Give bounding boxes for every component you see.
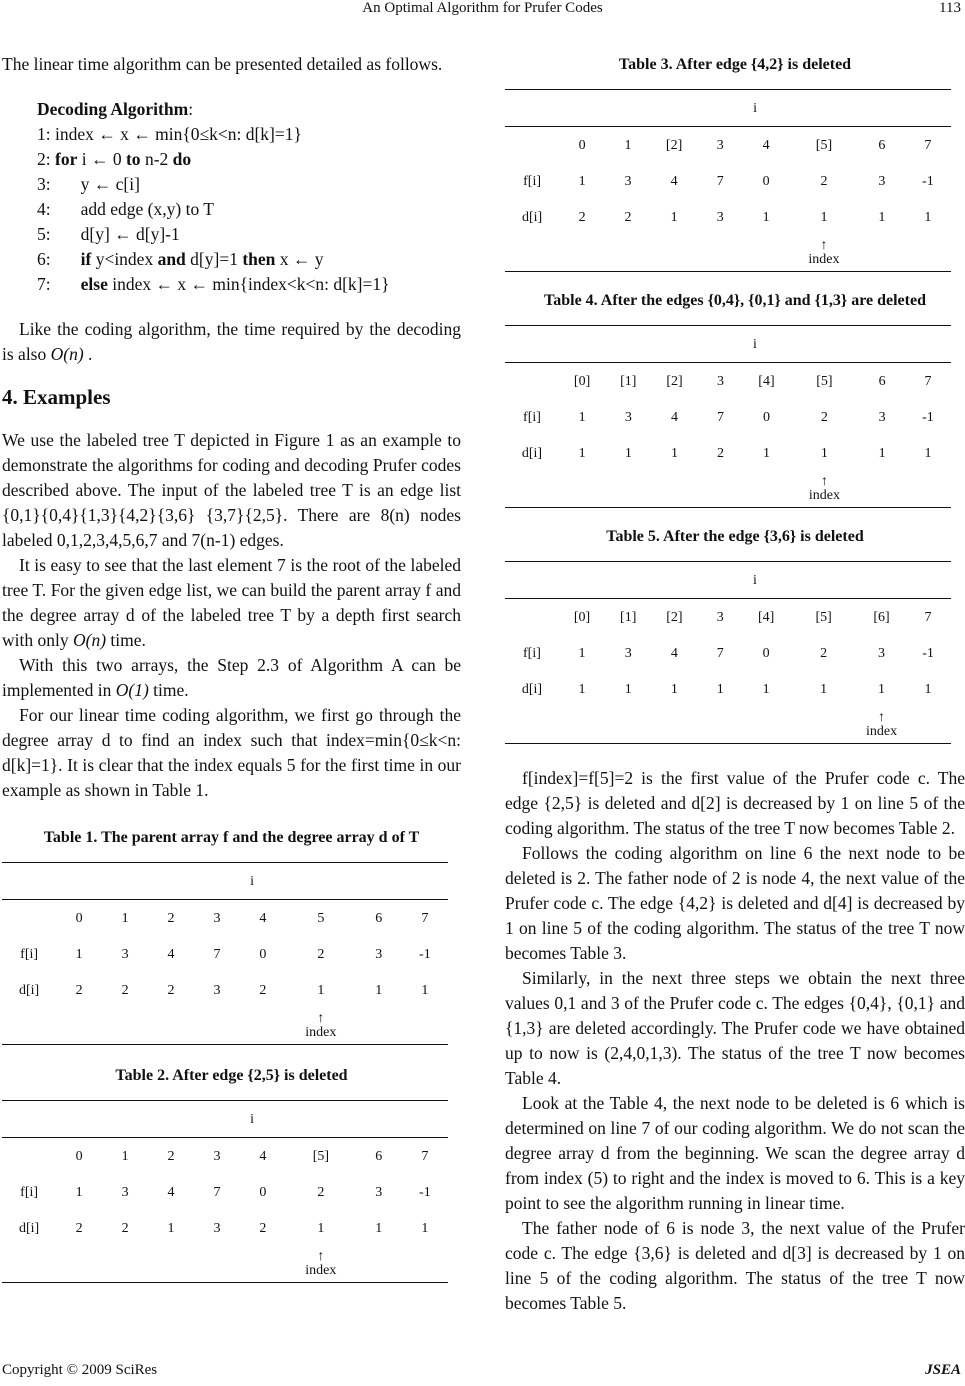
d-cell: 2: [259, 982, 267, 998]
f-cell: 0: [259, 946, 267, 962]
f-cell: 7: [716, 645, 724, 661]
index-label: index: [305, 1025, 337, 1040]
right-paragraph-5: The father node of 6 is node 3, the next value of the Prufer code c. The edge {3,6} is deleted and d[3] is decreased by 1 on line 5 of the coding algorithm. The status of the tree T now becomes Table 5.: [505, 1218, 965, 1313]
index-cell: 6: [375, 1148, 383, 1164]
index-cell: 7: [421, 1148, 429, 1164]
f-cell: 2: [820, 645, 828, 661]
right-paragraph-1: f[index]=f[5]=2 is the first value of the Prufer code c. The edge {2,5} is deleted and d[2] is decreased by 1 on line 5 of the coding algorithm. The status of the tree T now becomes Table 2.: [505, 768, 965, 838]
index-cell: 1: [624, 137, 632, 153]
d-cell: 1: [878, 445, 886, 461]
index-label: index: [305, 1263, 337, 1278]
algo-line-3: 3: y ← c[i]: [37, 174, 140, 194]
f-cell: 0: [259, 1184, 267, 1200]
right-paragraph-3: Similarly, in the next three steps we obtain the next three values 0,1 and 3 of the Prufer code c. The edges {0,4}, {0,1} and {1,3} are deleted accordingly. The Prufer code we have obtained up to now is (2,4,0,1,3). The status of the tree T now becomes Table 4.: [505, 968, 965, 1088]
table-2: [2, 1063, 461, 1283]
index-cell: 3: [716, 137, 724, 153]
d-cell: 1: [317, 982, 325, 998]
f-cell: -1: [922, 173, 934, 189]
index-cell: [5]: [816, 373, 833, 389]
index-cell: [5]: [815, 137, 833, 153]
f-row-label: f[i]: [523, 645, 541, 661]
d-cell: 2: [578, 209, 586, 225]
d-cell: 3: [213, 1220, 221, 1236]
coding-paragraph: For our linear time coding algorithm, we first go through the degree array d to find an index such that index=min{0≤k<n: d[k]=1}. It is clear that the index equals 5 for the first time in our example as shown in Table 1.: [2, 705, 461, 800]
index-cell: [4]: [758, 373, 775, 389]
f-row-label: f[i]: [20, 1184, 39, 1200]
index-label: index: [865, 724, 898, 739]
index-cell: 7: [924, 137, 932, 153]
running-title: An Optimal Algorithm for Prufer Codes: [362, 0, 603, 16]
examples-paragraph: We use the labeled tree T depicted in Figure 1 as an example to demonstrate the algorithms for coding and decoding Prufer codes described above. The input of the labeled tree T is an edge list {0,1}{0,4}{1,3}{4,2}{3,6} {3,7}{2,5}. There are 8(n) nodes labeled 0,1,2,3,4,5,6,7 and 7(n-1) edges.: [2, 430, 461, 550]
journal-abbrev: JSEA: [925, 1362, 961, 1378]
d-row-label: d[i]: [18, 1220, 40, 1236]
index-pointer: [286, 1246, 356, 1283]
d-cell: 1: [421, 1220, 429, 1236]
index-cell: 1: [121, 1148, 129, 1164]
f-cell: -1: [419, 946, 431, 962]
d-row-label: d[i]: [521, 445, 543, 461]
f-cell: 3: [375, 1184, 383, 1200]
index-pointer: [286, 1008, 356, 1045]
d-cell: 1: [762, 681, 770, 697]
d-cell: 1: [670, 209, 678, 225]
index-cell: [2]: [666, 373, 683, 389]
algo-line-2: 2: for i ← 0 to n-2 do: [37, 149, 192, 169]
f-cell: 2: [820, 173, 828, 189]
i-header: i: [559, 562, 951, 599]
d-cell: 1: [820, 209, 828, 225]
d-cell: 2: [121, 1220, 129, 1236]
index-cell: 7: [924, 609, 932, 625]
index-cell: 0: [75, 1148, 83, 1164]
complexity-paragraph: Like the coding algorithm, the time required by the decoding is also O(n) .: [2, 319, 461, 364]
algo-line-5: 5: d[y] ← d[y]-1: [37, 224, 180, 244]
index-cell: 0: [578, 137, 586, 153]
f-cell: 3: [624, 173, 632, 189]
i-header: i: [559, 90, 951, 127]
index-cell: 0: [75, 910, 83, 926]
d-cell: 3: [213, 982, 221, 998]
d-cell: 1: [878, 209, 886, 225]
f-cell: 2: [317, 1184, 325, 1200]
data-table: [2, 1100, 448, 1283]
section-heading: 4. Examples: [2, 385, 111, 409]
table-1: [2, 825, 461, 1045]
f-cell: 0: [762, 173, 770, 189]
d-cell: 1: [421, 982, 429, 998]
index-cell: 3: [716, 609, 724, 625]
f-row-label: f[i]: [523, 173, 542, 189]
index-cell: 3: [716, 373, 724, 389]
d-cell: 1: [820, 681, 828, 697]
d-cell: 3: [716, 209, 724, 225]
f-cell: 2: [317, 946, 325, 962]
f-cell: 3: [121, 1184, 129, 1200]
index-cell: 4: [259, 1148, 267, 1164]
f-cell: 1: [75, 946, 83, 962]
index-cell: 2: [167, 910, 175, 926]
f-cell: 1: [578, 409, 586, 425]
index-label: index: [808, 488, 840, 503]
f-cell: 3: [878, 173, 886, 189]
f-row-label: f[i]: [20, 946, 39, 962]
f-cell: 3: [624, 645, 632, 661]
f-cell: 3: [878, 645, 886, 661]
f-cell: 4: [671, 409, 679, 425]
d-cell: 1: [820, 445, 828, 461]
f-cell: 4: [670, 645, 678, 661]
f-cell: 1: [75, 1184, 83, 1200]
d-cell: 1: [924, 681, 932, 697]
f-cell: -1: [922, 409, 934, 425]
right-column: [505, 52, 965, 1316]
d-cell: 1: [624, 445, 632, 461]
index-pointer: [790, 471, 860, 508]
algo-line-4: 4: add edge (x,y) to T: [37, 199, 214, 219]
d-row-label: d[i]: [521, 209, 543, 225]
f-row-label: f[i]: [523, 409, 541, 425]
d-cell: 1: [762, 209, 770, 225]
f-cell: 7: [213, 946, 221, 962]
right-paragraph-2: Follows the coding algorithm on line 6 the next node to be deleted is 2. The father node of 2 is node 4, the next value of the Prufer code c. The edge {4,2} is deleted and d[4] is decreased by 1 on line 5 of the coding algorithm. The status of the tree T now becomes Table 3.: [505, 843, 965, 963]
root-paragraph: It is easy to see that the last element 7 is the root of the labeled tree T. For the given edge list, we can build the parent array f and the degree array d of the labeled tree T by a depth first search with only O(n) time.: [2, 555, 461, 650]
f-cell: 4: [167, 946, 175, 962]
decoding-algorithm: [2, 97, 461, 297]
data-table: [505, 561, 951, 744]
f-cell: 3: [878, 409, 886, 425]
index-cell: 4: [259, 910, 267, 926]
index-pointer: [858, 707, 905, 744]
up-arrow-icon: ↑: [820, 474, 828, 489]
i-header: i: [559, 326, 951, 363]
f-cell: 7: [716, 173, 724, 189]
f-cell: 3: [121, 946, 129, 962]
table-title: Table 4. After the edges {0,4}, {0,1} and {1,3} are deleted: [544, 292, 926, 309]
d-cell: 1: [317, 1220, 325, 1236]
table-4: [505, 288, 965, 508]
intro-paragraph: The linear time algorithm can be presented detailed as follows.: [2, 54, 443, 74]
index-cell: 6: [375, 910, 383, 926]
d-cell: 2: [75, 982, 83, 998]
d-cell: 1: [924, 209, 932, 225]
table-title: Table 2. After edge {2,5} is deleted: [115, 1067, 348, 1084]
d-cell: 1: [578, 445, 586, 461]
algo-line-1: 1: index ← x ← min{0≤k<n: d[k]=1}: [37, 124, 302, 144]
index-cell: [4]: [758, 609, 775, 625]
algo-line-7: 7: else index ← x ← min{index<k<n: d[k]=1}: [37, 274, 390, 294]
d-cell: 2: [121, 982, 129, 998]
d-cell: 1: [624, 681, 632, 697]
f-cell: 0: [762, 645, 770, 661]
index-cell: 2: [167, 1148, 175, 1164]
f-cell: 4: [670, 173, 678, 189]
index-cell: [5]: [312, 1148, 330, 1164]
index-cell: [1]: [620, 373, 637, 389]
index-cell: [0]: [573, 609, 591, 625]
table-title: Table 1. The parent array f and the degree array d of T: [43, 829, 420, 846]
d-cell: 2: [167, 982, 175, 998]
copyright: Copyright © 2009 SciRes: [2, 1362, 158, 1378]
d-row-label: d[i]: [18, 982, 40, 998]
d-cell: 2: [75, 1220, 83, 1236]
d-cell: 1: [670, 681, 678, 697]
index-cell: 3: [213, 1148, 221, 1164]
d-cell: 2: [624, 209, 632, 225]
f-cell: 3: [375, 946, 383, 962]
d-cell: 2: [716, 445, 724, 461]
f-cell: -1: [419, 1184, 431, 1200]
index-cell: 3: [213, 910, 221, 926]
index-cell: 5: [317, 910, 325, 926]
up-arrow-icon: ↑: [878, 710, 886, 725]
f-cell: 1: [578, 645, 586, 661]
d-cell: 1: [671, 445, 679, 461]
index-cell: [2]: [666, 609, 683, 625]
data-table: [505, 89, 951, 272]
f-cell: 7: [716, 409, 724, 425]
index-cell: [2]: [665, 137, 683, 153]
d-cell: 1: [167, 1220, 175, 1236]
page-number: 113: [939, 0, 961, 16]
data-table: [2, 862, 448, 1045]
f-cell: 0: [762, 409, 770, 425]
index-cell: 6: [878, 137, 886, 153]
f-cell: 7: [213, 1184, 221, 1200]
left-column: [2, 52, 461, 1283]
d-cell: 1: [716, 681, 724, 697]
table-5: [505, 524, 965, 744]
table-title: Table 3. After edge {4,2} is deleted: [618, 56, 852, 73]
d-cell: 2: [259, 1220, 267, 1236]
page-footer: [0, 1362, 965, 1386]
d-cell: 1: [762, 445, 770, 461]
index-cell: [1]: [620, 609, 637, 625]
index-cell: [0]: [573, 373, 591, 389]
algorithm-title: Decoding Algorithm:: [37, 99, 194, 119]
table-title: Table 5. After the edge {3,6} is deleted: [606, 528, 864, 545]
up-arrow-icon: ↑: [317, 1249, 325, 1264]
index-cell: [5]: [815, 609, 832, 625]
d-cell: 1: [375, 1220, 383, 1236]
i-header: i: [56, 1101, 448, 1138]
up-arrow-icon: ↑: [317, 1011, 325, 1026]
arrays-paragraph: With this two arrays, the Step 2.3 of Algorithm A can be implemented in O(1) time.: [2, 655, 461, 700]
d-cell: 1: [578, 681, 586, 697]
f-cell: 3: [624, 409, 632, 425]
index-cell: [6]: [873, 609, 890, 625]
up-arrow-icon: ↑: [820, 238, 828, 253]
index-cell: 7: [924, 373, 932, 389]
algo-line-6: 6: if y<index and d[y]=1 then x ← y: [37, 249, 324, 269]
index-cell: 4: [762, 137, 770, 153]
d-row-label: d[i]: [521, 681, 543, 697]
index-cell: 7: [421, 910, 429, 926]
index-pointer: [789, 235, 859, 272]
d-cell: 1: [375, 982, 383, 998]
d-cell: 1: [878, 681, 886, 697]
i-header: i: [56, 863, 448, 900]
right-paragraph-4: Look at the Table 4, the next node to be deleted is 6 which is determined on line 7 of our coding algorithm. We do not scan the degree array d from the beginning. We scan the degree array d from index (5) to right and the index is moved to 6. This is a key point to see the algorithm running in linear time.: [505, 1093, 965, 1213]
index-cell: 1: [121, 910, 129, 926]
data-table: [505, 325, 951, 508]
f-cell: 4: [167, 1184, 175, 1200]
index-cell: 6: [878, 373, 886, 389]
f-cell: 1: [578, 173, 586, 189]
f-cell: 2: [820, 409, 828, 425]
d-cell: 1: [924, 445, 932, 461]
table-3: [505, 52, 965, 272]
f-cell: -1: [922, 645, 934, 661]
running-header: [0, 0, 965, 24]
index-label: index: [808, 252, 840, 267]
